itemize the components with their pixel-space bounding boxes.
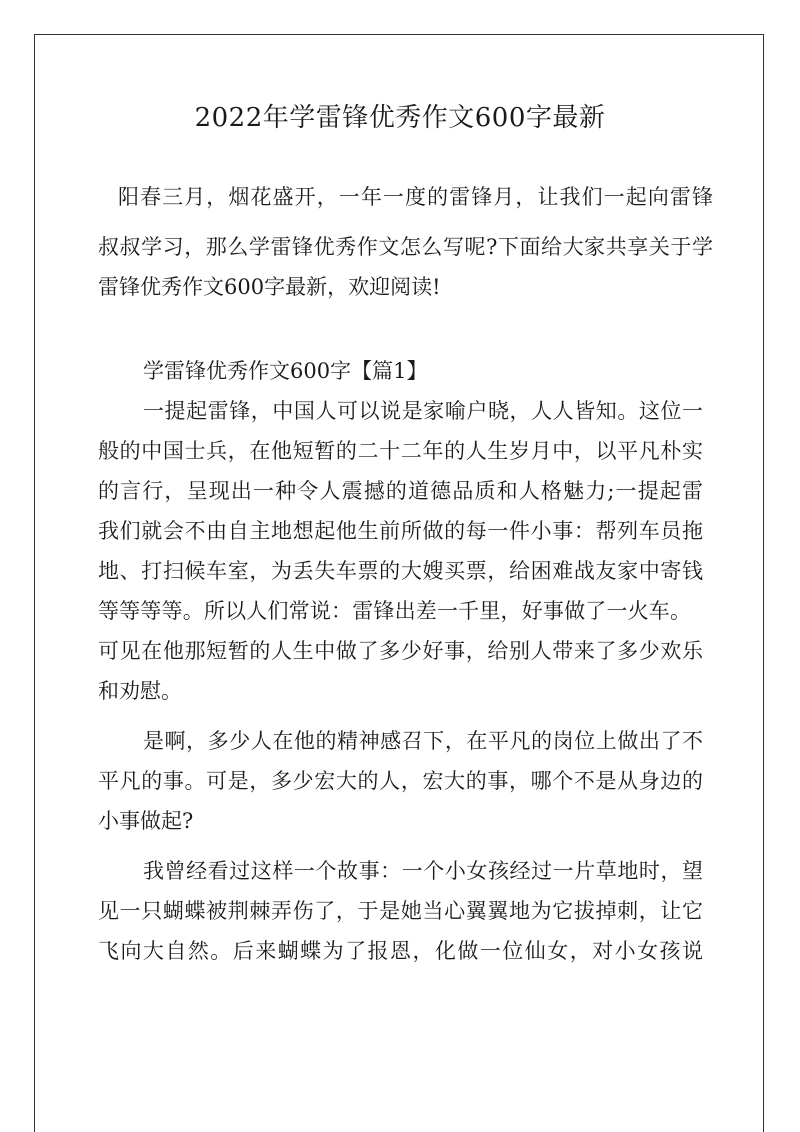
paragraph-line: 般的中国士兵，在他短暂的二十二年的人生岁月中，以平凡朴实	[98, 439, 703, 463]
intro-line: 阳春三月，烟花盛开，一年一度的雷锋月，让我们一起向雷锋	[118, 185, 713, 209]
paragraph-line: 等等等等。所以人们常说：雷锋出差一千里，好事做了一火车。	[98, 599, 691, 623]
paragraph-line: 的言行，呈现出一种令人震撼的道德品质和人格魅力;一提起雷	[98, 479, 703, 503]
paragraph-line: 和劝慰。	[98, 679, 182, 703]
document-title: 2022年学雷锋优秀作文600字最新	[194, 103, 606, 133]
paragraph-line: 见一只蝴蝶被荆棘弄伤了，于是她当心翼翼地为它拔掉刺，让它	[98, 899, 703, 923]
intro-line: 雷锋优秀作文600字最新，欢迎阅读!	[98, 275, 441, 299]
paragraph-line: 是啊，多少人在他的精神感召下，在平凡的岗位上做出了不	[143, 729, 703, 753]
section-heading: 学雷锋优秀作文600字【篇1】	[143, 359, 428, 383]
paragraph-line: 可见在他那短暂的人生中做了多少好事，给别人带来了多少欢乐	[98, 639, 703, 663]
paragraph-line: 地、打扫候车室，为丢失车票的大嫂买票，给困难战友家中寄钱	[98, 559, 703, 583]
paragraph-line: 飞向大自然。后来蝴蝶为了报恩，化做一位仙女，对小女孩说	[98, 939, 703, 963]
paragraph-line: 我们就会不由自主地想起他生前所做的每一件小事：帮列车员拖	[98, 519, 703, 543]
paragraph-line: 平凡的事。可是，多少宏大的人，宏大的事，哪个不是从身边的	[98, 769, 703, 793]
paragraph-line: 小事做起?	[98, 809, 194, 833]
intro-line: 叔叔学习，那么学雷锋优秀作文怎么写呢?下面给大家共享关于学	[98, 235, 713, 259]
paragraph-line: 我曾经看过这样一个故事：一个小女孩经过一片草地时，望	[143, 859, 703, 883]
paragraph-line: 一提起雷锋，中国人可以说是家喻户晓，人人皆知。这位一	[143, 399, 703, 423]
